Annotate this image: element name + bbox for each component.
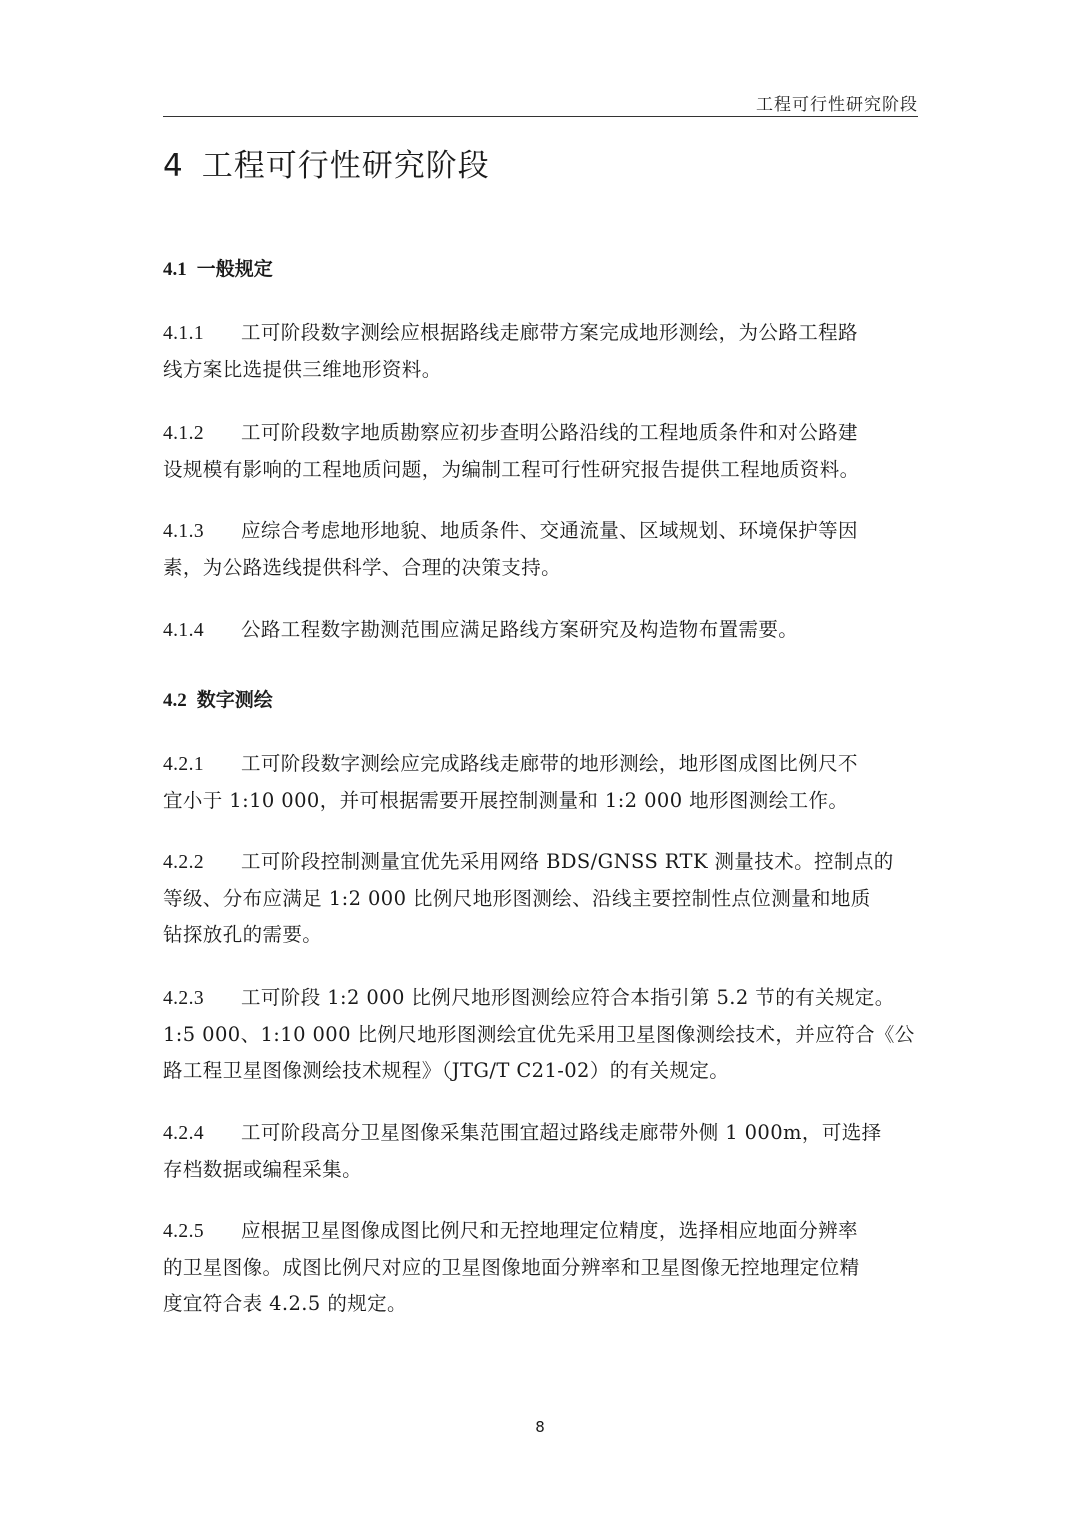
clause-4-2-4 [163,1115,918,1188]
header-rule [163,116,918,117]
clause-number: 4.1.2 [163,423,204,444]
clause-text: 工可阶段控制测量宜优先采用网络 BDS/GNSS RTK 测量技术。控制点的 [241,850,894,873]
clause-text: 工可阶段数字测绘应完成路线走廊带的地形测绘，地形图成图比例尺不 [241,752,858,775]
clause-line: 度宜符合表 4.2.5 的规定。 [163,1292,407,1315]
clause-line: 1:5 000、1:10 000 比例尺地形图测绘宜优先采用卫星图像测绘技术，并应符合《公 [163,1023,915,1046]
clause-4-1-1 [163,315,918,388]
clause-line: 素，为公路选线提供科学、合理的决策支持。 [163,556,562,579]
clause-number: 4.2.5 [163,1221,204,1242]
clause-number: 4.1.1 [163,323,204,344]
clause-number: 4.1.4 [163,620,204,641]
page-number: 8 [535,1418,545,1436]
section-number: 4.1 [163,259,187,280]
clause-text: 工可阶段 1:2 000 比例尺地形图测绘应符合本指引第 5.2 节的有关规定。 [241,986,895,1009]
clause-4-2-3 [163,980,918,1089]
clause-line: 设规模有影响的工程地质问题，为编制工程可行性研究报告提供工程地质资料。 [163,458,860,481]
clause-line [163,1115,918,1152]
clause-line [163,612,918,649]
clause-text: 公路工程数字勘测范围应满足路线方案研究及构造物布置需要。 [241,618,799,641]
clause-line [163,415,918,452]
chapter-number: 4 [163,148,184,184]
clause-number: 4.2.2 [163,852,204,873]
clause-line [163,980,918,1017]
clause-line: 存档数据或编程采集。 [163,1158,363,1181]
clause-number: 4.1.3 [163,521,204,542]
clause-4-2-2 [163,844,918,953]
clause-text: 工可阶段数字地质勘察应初步查明公路沿线的工程地质条件和对公路建 [241,421,858,444]
clause-4-1-3 [163,513,918,586]
clause-4-2-5 [163,1213,918,1322]
clause-line: 钻探放孔的需要。 [163,923,323,946]
clause-4-1-4 [163,612,918,649]
running-header: 工程可行性研究阶段 [756,95,918,115]
clause-number: 4.2.4 [163,1123,204,1144]
clause-line: 的卫星图像。成图比例尺对应的卫星图像地面分辨率和卫星图像无控地理定位精 [163,1256,860,1279]
clause-line: 宜小于 1:10 000，并可根据需要开展控制测量和 1:2 000 地形图测绘工作。 [163,789,849,812]
clause-text: 应根据卫星图像成图比例尺和无控地理定位精度，选择相应地面分辨率 [241,1219,858,1242]
clause-4-1-2 [163,415,918,488]
section-title: 一般规定 [196,258,273,280]
clause-text: 工可阶段数字测绘应根据路线走廊带方案完成地形测绘，为公路工程路 [241,321,858,344]
clause-text: 工可阶段高分卫星图像采集范围宜超过路线走廊带外侧 1 000m，可选择 [241,1121,882,1144]
clause-line [163,844,918,881]
clause-text: 应综合考虑地形地貌、地质条件、交通流量、区域规划、环境保护等因 [241,519,858,542]
chapter-title [163,140,490,185]
section-number: 4.2 [163,690,187,711]
clause-line: 等级、分布应满足 1:2 000 比例尺地形图测绘、沿线主要控制性点位测量和地质 [163,887,871,910]
section-heading-4-1 [163,254,273,281]
clause-line [163,513,918,550]
clause-line: 线方案比选提供三维地形资料。 [163,358,442,381]
clause-number: 4.2.3 [163,988,204,1009]
clause-line [163,315,918,352]
section-title: 数字测绘 [196,689,273,711]
chapter-title-text: 工程可行性研究阶段 [201,148,490,184]
clause-number: 4.2.1 [163,754,204,775]
clause-line [163,1213,918,1250]
clause-line [163,746,918,783]
clause-4-2-1 [163,746,918,819]
section-heading-4-2 [163,685,273,712]
clause-line: 路工程卫星图像测绘技术规程》（JTG/T C21-02）的有关规定。 [163,1059,730,1082]
